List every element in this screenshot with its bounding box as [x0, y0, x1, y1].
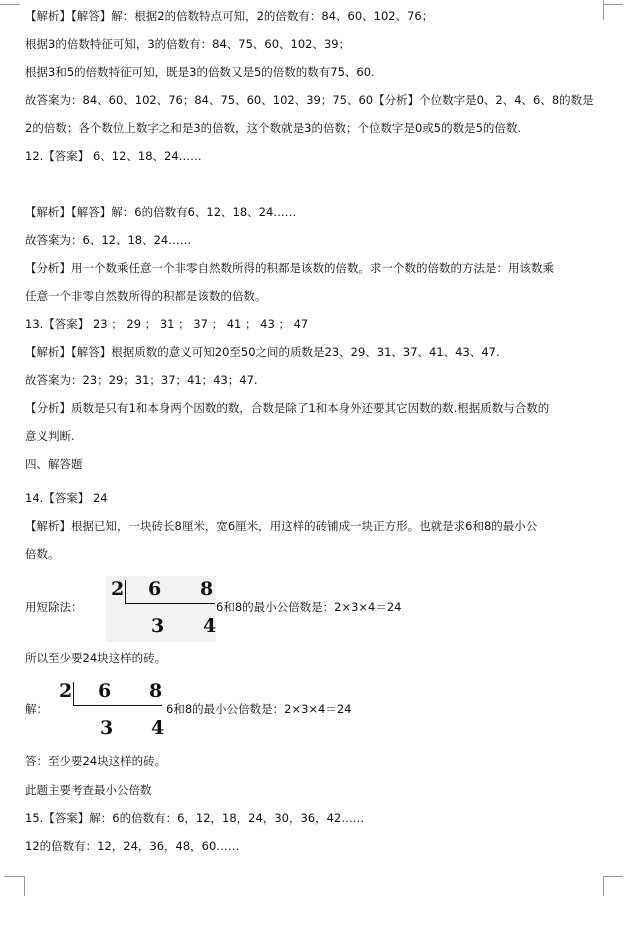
division-bracket-horizontal [125, 603, 215, 604]
text-line: 故答案为：6、12、18、24…… [25, 233, 192, 247]
dividend-a: 6 [148, 578, 162, 600]
text-line: 所以至少要24块这样的砖。 [25, 651, 167, 665]
corner-mark-bottom-left-v [24, 876, 25, 896]
answer-12: 12.【答案】 6、12、18、24…… [25, 149, 202, 163]
text-line: 12的倍数有：12，24，36，48，60…… [25, 839, 240, 853]
divisor: 2 [111, 578, 125, 600]
text-line: 故答案为：23；29；31；37；41；43；47. [25, 373, 258, 387]
text-line: 【分析】质数是只有1和本身两个因数的数，合数是除了1和本身外还要其它因数的数.根据质数与合数的 [25, 401, 550, 415]
text-line: 2的倍数；各个数位上数字之和是3的倍数，这个数就是3的倍数；个位数字是0或5的数是5的倍数. [25, 121, 522, 135]
answer-14: 14.【答案】 24 [25, 491, 108, 505]
text-line: 意义判断. [25, 429, 75, 443]
corner-mark-top-right-h [603, 4, 623, 5]
answer-15: 15.【答案】解：6的倍数有：6，12，18，24，30，36，42…… [25, 811, 365, 825]
text-line: 此题主要考查最小公倍数 [25, 783, 152, 797]
answer-13: 13.【答案】 23 ； 29 ； 31 ； 37 ； 41 ； 43 ； 47 [25, 317, 309, 331]
division-bracket-horizontal [73, 705, 162, 706]
quotient-a: 3 [151, 615, 165, 637]
corner-mark-top-right [603, 0, 604, 20]
lcm-result: 6和8的最小公倍数是：2×3×4＝24 [216, 600, 402, 614]
division-bracket-vertical [125, 580, 126, 604]
text-line: 【解析】根据已知，一块砖长8厘米，宽6厘米，用这样的砖铺成一块正方形。也就是求6和8的最小公 [25, 519, 538, 533]
text-line: 用短除法： [25, 600, 83, 614]
text-line: 任意一个非零自然数所得的积都是该数的倍数。 [25, 289, 267, 303]
text-line: 答：至少要24块这样的砖。 [25, 754, 167, 768]
section-heading: 四、解答题 [25, 457, 83, 471]
lcm-result: 6和8的最小公倍数是：2×3×4＝24 [166, 702, 352, 716]
text-line: 根据3和5的倍数特征可知，既是3的倍数又是5的倍数的数有75、60. [25, 65, 375, 79]
corner-mark-bottom-right [603, 876, 623, 877]
text-line: 【解析】【解答】解：6的倍数有6、12、18、24…… [25, 205, 297, 219]
dividend-b: 8 [149, 680, 163, 702]
short-division-figure-1 [106, 576, 216, 642]
quotient-b: 4 [203, 615, 217, 637]
corner-mark-bottom-right-v [603, 876, 604, 896]
text-line: 【解析】【解答】解：根据2的倍数特点可知，2的倍数有：84、60、102、76； [25, 9, 434, 23]
division-bracket-vertical [73, 682, 74, 706]
short-division-figure-2 [56, 678, 164, 744]
text-line: 倍数。 [25, 547, 60, 561]
corner-mark-bottom-left [4, 876, 24, 877]
divisor: 2 [59, 680, 73, 702]
quotient-b: 4 [151, 717, 165, 739]
dividend-b: 8 [200, 578, 214, 600]
text-line: 根据3的倍数特征可知，3的倍数有：84、75、60、102、39； [25, 37, 351, 51]
solution-label: 解： [25, 702, 48, 716]
text-line: 【解析】【解答】根据质数的意义可知20至50之间的质数是23、29、31、37、41、43、47. [25, 345, 500, 359]
text-line: 【分析】用一个数乘任意一个非零自然数所得的积都是该数的倍数。求一个数的倍数的方法是：用该数乘 [25, 261, 554, 275]
quotient-a: 3 [100, 717, 114, 739]
corner-mark-top-left [0, 4, 20, 5]
dividend-a: 6 [98, 680, 112, 702]
text-line: 故答案为：84、60、102、76；84、75、60、102、39；75、60【分析】个位数字是0、2、4、6、8的数是 [25, 93, 594, 107]
